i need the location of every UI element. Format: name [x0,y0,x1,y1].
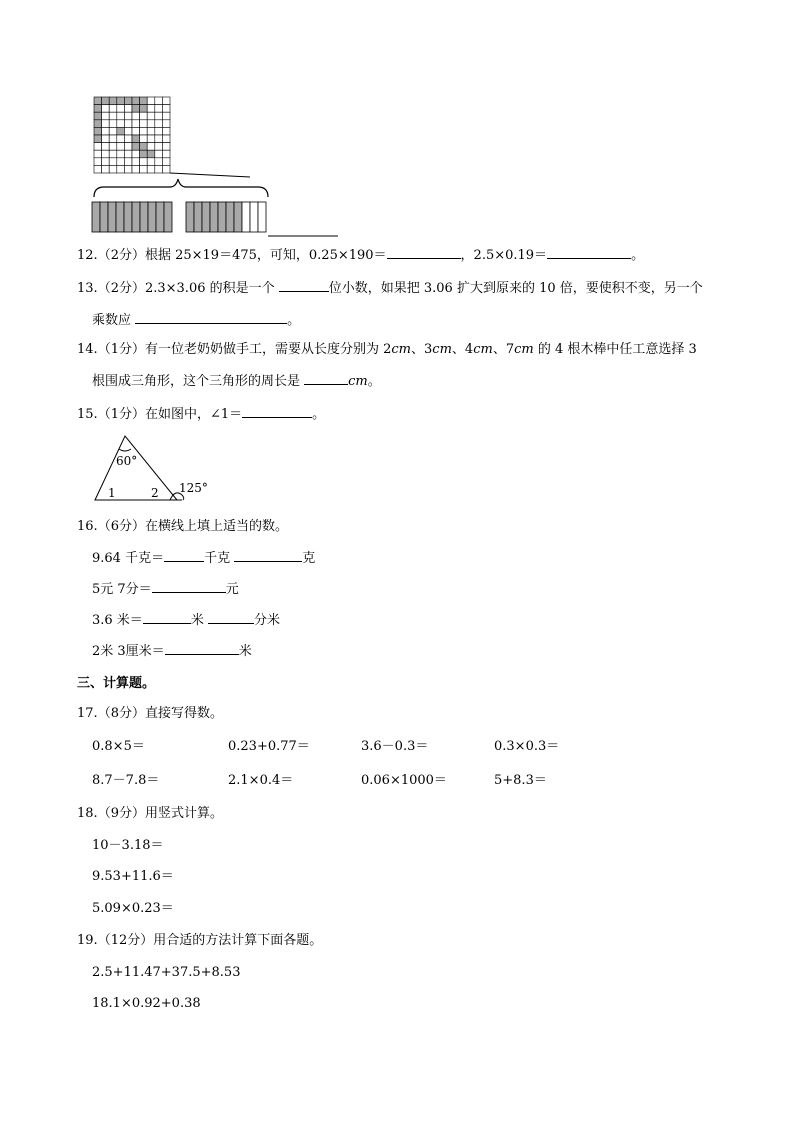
grid-cell [155,143,163,151]
question-text: 乘数应 [92,313,136,328]
grid-cell [109,127,117,135]
item-text: 2米 3厘米＝ [92,644,165,659]
score: （6分） [97,519,145,534]
question-13 [77,279,703,298]
grid-cell [132,105,140,113]
answer-blank[interactable] [242,405,312,418]
grid-cell [94,105,102,113]
grid-cell [140,112,148,120]
calc-item: 8.7－7.8＝ [92,773,160,788]
grid-cell [132,143,140,151]
answer-blank[interactable] [135,311,287,324]
answer-blank[interactable] [165,642,239,655]
grid-cell [140,150,148,158]
unit: cm [348,374,368,389]
grid-cell [94,120,102,128]
grid-cell [94,97,102,105]
question-text: 2.3×3.06 的积是一个 [144,281,279,296]
length-value: 4 [464,342,474,357]
grid-cell [94,158,102,166]
length-value: 3 [424,342,433,357]
grid-cell [102,158,110,166]
question-17 [77,705,223,723]
grid-cell [155,97,163,105]
grid-cell [155,105,163,113]
question-number: 15. [77,407,98,422]
bar-strip [132,202,140,232]
grid-cell [132,165,140,173]
grid-cell [124,165,132,173]
unit: cm [473,342,493,357]
grid-cell [94,135,102,143]
calc-item: 9.53+11.6＝ [92,869,174,884]
grid-cell [162,158,170,166]
angle-ext-label: 125° [179,481,208,495]
grid-cell [147,135,155,143]
question-13-cont [92,311,300,330]
bar-strip [250,202,258,232]
answer-blank[interactable] [164,549,204,562]
question-text: 在横线上填上适当的数。 [144,519,288,534]
unit: cm [391,342,411,357]
grid-cell [124,105,132,113]
grid-cell [140,165,148,173]
grid-cell [109,158,117,166]
question-16 [77,518,288,536]
bar-strip [242,202,250,232]
answer-blank[interactable] [152,580,226,593]
calc-item: 2.1×0.4＝ [228,773,294,788]
grid-cell [124,97,132,105]
question-14-cont [92,372,381,391]
answer-line [170,173,250,177]
unit: cm [514,342,534,357]
grid-cell [132,150,140,158]
grid-cell [124,150,132,158]
grid-cell [117,127,125,135]
question-text: 直接写得数。 [144,706,223,721]
question-number: 17. [77,706,98,721]
score: （2分） [97,248,145,263]
grid-cell [117,135,125,143]
bar-strip [164,202,172,232]
question-text: 根围成三角形，这个三角形的周长是 [92,374,305,389]
question-text: 用竖式计算。 [144,806,223,821]
length-value: 7 [505,342,515,357]
grid-cell [102,143,110,151]
grid-cell [132,135,140,143]
angle-1-label: 1 [108,486,116,500]
length-value: 2 [383,342,392,357]
item-text: 米 [190,613,208,628]
bar-strip [148,202,156,232]
grid-cell [162,143,170,151]
answer-blank[interactable] [387,246,461,259]
answer-blank[interactable] [279,279,329,292]
grid-cell [147,150,155,158]
punctuation: 。 [312,407,326,422]
question-number: 12. [77,248,98,263]
item-text: 9.64 千克＝ [92,551,165,566]
calc-item: 0.23+0.77＝ [228,739,310,754]
grid-cell [117,150,125,158]
grid-cell [109,97,117,105]
bar-strip [258,202,266,232]
bar-strip [140,202,148,232]
grid-cell [94,127,102,135]
grid-cell [109,165,117,173]
grid-cell [162,105,170,113]
grid-cell [109,150,117,158]
question-number: 13. [77,281,98,296]
grid-cell [155,112,163,120]
question-text: 位小数，如果把 3.06 扩大到原来的 10 倍，要使积不变，另一个 [328,281,703,296]
score: （8分） [97,706,145,721]
calc-item: 18.1×0.92+0.38 [92,996,201,1011]
grid-cell [102,105,110,113]
grid-cell [162,112,170,120]
question-number: 18. [77,806,98,821]
grid-cell [102,165,110,173]
question-text: 用合适的方法计算下面各题。 [153,933,323,948]
question-16-row-4 [92,642,252,661]
grid-cell [94,150,102,158]
bar-strip [186,202,194,232]
grid-cell [147,120,155,128]
item-text: 克 [302,551,316,566]
score: （2分） [97,281,145,296]
grid-cell [155,135,163,143]
answer-blank[interactable] [234,549,302,562]
score: （9分） [97,806,145,821]
question-text: ，2.5×0.19＝ [460,248,548,263]
grid-cell [102,150,110,158]
calc-item: 0.06×1000＝ [361,773,447,788]
score: （12分） [97,933,154,948]
grid-cell [155,150,163,158]
grid-cell [102,97,110,105]
item-text: 元 [225,582,239,597]
grid-cell [140,135,148,143]
grid-cell [162,165,170,173]
punctuation: 。 [631,248,645,263]
bar-strip [234,202,242,232]
calc-item: 0.8×5＝ [92,739,145,754]
grid-cell [147,112,155,120]
grid-cell [124,135,132,143]
answer-blank[interactable] [547,246,631,259]
grid-cell [147,127,155,135]
calc-item: 10－3.18＝ [92,838,164,853]
angle-top-label: 60° [116,454,138,468]
bar-strip [124,202,132,232]
grid-cell [102,112,110,120]
grid-cell [147,165,155,173]
bar-strip [100,202,108,232]
question-18 [77,805,223,823]
grid-cell [117,112,125,120]
question-16-row-2 [92,580,239,599]
bar-strip [116,202,124,232]
calc-item: 5+8.3＝ [494,773,547,788]
grid-cell [155,127,163,135]
grid-cell [147,143,155,151]
grid-cell [140,120,148,128]
triangle-figure [90,432,220,504]
question-text: 的 4 根木棒中任工意选择 3 [533,342,697,357]
grid-cell [117,120,125,128]
grid-cell [155,165,163,173]
grid-cell [94,112,102,120]
grid-cell [117,143,125,151]
bar-strip [210,202,218,232]
grid-cell [140,97,148,105]
grid-cell [117,158,125,166]
grid-cell [162,135,170,143]
question-16-row-1 [92,549,315,568]
grid-cell [162,150,170,158]
grid-cell [162,127,170,135]
grid-cell [162,97,170,105]
grid-cell [102,135,110,143]
hundred-grid-figure [90,95,350,240]
brace [94,179,268,197]
grid-cell [155,120,163,128]
grid-cell [94,165,102,173]
grid-cell [124,112,132,120]
score: （1分） [97,407,145,422]
grid-cell [132,158,140,166]
item-text: 分米 [253,613,280,628]
calc-item: 3.6－0.3＝ [361,739,429,754]
grid-cell [109,143,117,151]
item-text: 米 [238,644,252,659]
separator: 、 [492,342,506,357]
bar-strip [218,202,226,232]
question-12 [77,246,644,265]
grid-cell [162,120,170,128]
question-number: 19. [77,933,98,948]
bar-strip [108,202,116,232]
grid-cell [140,127,148,135]
angle-2-label: 2 [151,486,159,500]
question-number: 16. [77,519,98,534]
calc-item: 2.5+11.47+37.5+8.53 [92,965,241,980]
question-text: 在如图中，∠1＝ [144,407,243,422]
item-text: 3.6 米＝ [92,613,143,628]
grid-cell [147,105,155,113]
grid-cell [117,97,125,105]
grid-cell [124,120,132,128]
grid-cell [102,127,110,135]
answer-blank[interactable] [143,611,191,624]
bar-strip [202,202,210,232]
grid-cell [94,143,102,151]
grid-cell [132,97,140,105]
grid-cell [132,127,140,135]
grid-cell [124,143,132,151]
separator: 、 [411,342,425,357]
question-14 [77,341,697,359]
grid-cell [102,120,110,128]
unit: cm [432,342,452,357]
grid-cell [155,158,163,166]
answer-blank[interactable] [304,372,348,385]
grid-cell [140,158,148,166]
item-text: 千克 [204,551,235,566]
grid-cell [140,143,148,151]
calc-item: 5.09×0.23＝ [92,901,174,916]
grid-cell [117,165,125,173]
score: （1分） [97,342,145,357]
question-15 [77,405,325,424]
separator: 、 [451,342,465,357]
top-angle-arc [119,449,131,451]
grid-cell [117,105,125,113]
grid-cell [132,120,140,128]
bar-strip [156,202,164,232]
section-title: 三、计算题。 [77,676,156,691]
grid-cell [109,105,117,113]
grid-cell [132,112,140,120]
bar-strip [194,202,202,232]
question-text: 根据 25×19＝475，可知，0.25×190＝ [144,248,387,263]
punctuation: 。 [287,313,301,328]
grid-cell [147,158,155,166]
bar-strip [226,202,234,232]
question-19 [77,932,322,950]
bar-strip [92,202,100,232]
question-text: 有一位老奶奶做手工，需要从长度分别为 [144,342,384,357]
grid-cell [109,135,117,143]
grid-cell [124,127,132,135]
grid-cell [147,97,155,105]
answer-blank[interactable] [208,611,254,624]
grid-cell [124,158,132,166]
question-16-row-3 [92,611,280,630]
grid-cell [109,112,117,120]
grid-cell [109,120,117,128]
punctuation: 。 [367,374,381,389]
question-number: 14. [77,342,98,357]
calc-item: 0.3×0.3＝ [494,739,560,754]
grid-cell [140,105,148,113]
item-text: 5元 7分＝ [92,582,152,597]
